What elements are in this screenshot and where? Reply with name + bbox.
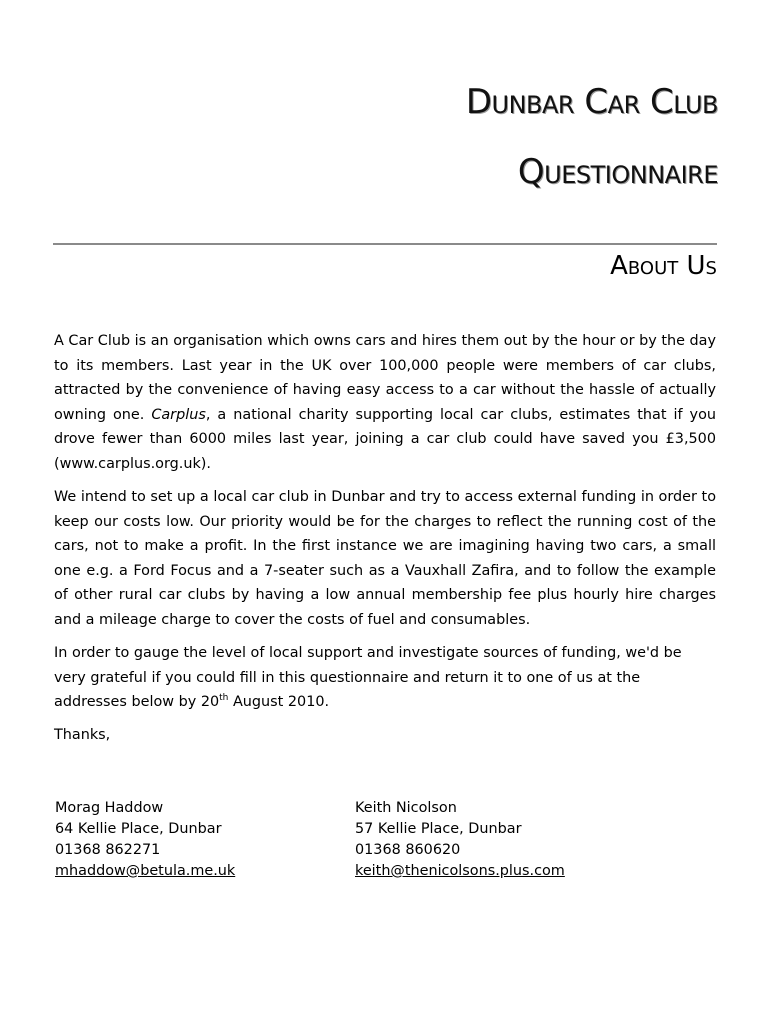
paragraph-request <box>54 641 716 715</box>
contact-phone: 01368 860620 <box>355 842 461 858</box>
contact-address: 64 Kellie Place, Dunbar <box>55 821 222 837</box>
horizontal-divider <box>53 243 717 245</box>
contact-address: 57 Kellie Place, Dunbar <box>355 821 522 837</box>
contact-email-link[interactable]: keith@thenicolsons.plus.com <box>355 863 565 879</box>
contact-name: Morag Haddow <box>55 800 164 816</box>
paragraph-intro-start: A Car Club is an organisation which owns cars and hires them out by the hour or by the day to its members. Last year in the UK over 100,000 people were members of car clubs, attracted by the convenience of having easy access to a car without the hassle of actually owning one. <box>54 333 716 423</box>
contact-name: Keith Nicolson <box>355 800 457 816</box>
contact-block-morag <box>55 798 235 882</box>
title-line-1: Dunbar Car Club <box>465 82 718 122</box>
paragraph-intro <box>54 329 716 476</box>
paragraph-request-end: August 2010. <box>228 694 330 710</box>
title-line-2: Questionnaire <box>517 152 718 192</box>
date-ordinal-superscript: th <box>219 693 229 704</box>
closing-thanks: Thanks, <box>54 727 111 743</box>
carplus-italic: Carplus <box>151 406 206 423</box>
contact-phone: 01368 862271 <box>55 842 161 858</box>
contact-block-keith <box>355 798 565 882</box>
section-heading-about-us: About Us <box>610 251 717 281</box>
contact-email-link[interactable]: mhaddow@betula.me.uk <box>55 863 236 879</box>
body-text <box>54 329 716 724</box>
paragraph-plans: We intend to set up a local car club in Dunbar and try to access external funding in order to keep our costs low. Our priority would be for the charges to reflect the running cost of the cars, not to make a profit. In the first instance we are imagining having two cars, a small one e.g. a Ford Focus and a 7-seater such as a Vauxhall Zafira, and to follow the example of other rural car clubs by having a low annual membership fee plus hourly hire charges and a mileage charge to cover the costs of fuel and consumables. <box>54 489 716 628</box>
paragraph-intro-end: , a national charity supporting local car clubs, estimates that if you drove fewer than 6000 miles last year, joining a car club could have saved you £3,500 (www.carplus.org.uk). <box>54 406 716 472</box>
paragraph-request-start: In order to gauge the level of local support and investigate sources of funding, we'd be very grateful if you could fill in this questionnaire and return it to one of us at the addresses below by 20 <box>54 645 682 710</box>
